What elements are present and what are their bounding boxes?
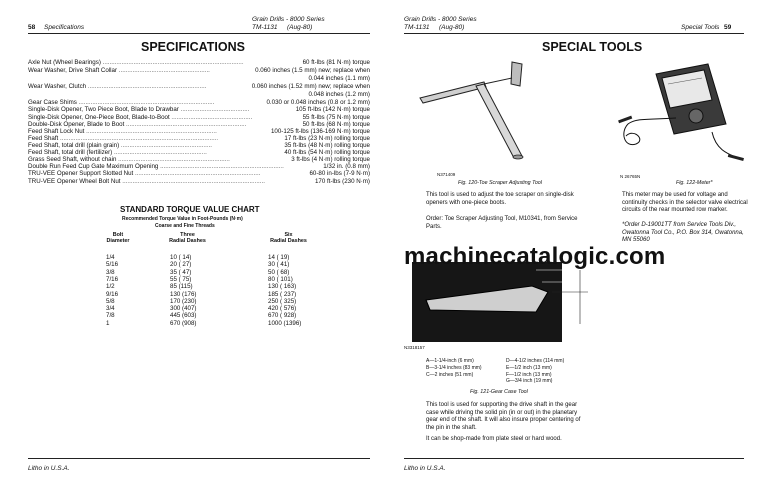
leader-dots: ..................................................... — [119, 142, 212, 149]
spec-value: 0.060 inches (1.52 mm) new; replace when — [251, 83, 370, 90]
spec-value: 0.060 inches (1.5 mm) new; replace when — [255, 67, 370, 74]
spec-value: 50 ft-lbs (68 N·m) torque — [302, 121, 370, 128]
spec-row — [28, 59, 370, 66]
torque-cell-six: 250 ( 325) — [268, 297, 297, 305]
leader-dots: ............................................... — [169, 114, 253, 121]
spec-value: 0.048 inches (1.2 mm) — [308, 91, 370, 98]
fig120-caption: Fig. 120-Toe Scraper Adjusting Tool — [458, 180, 542, 186]
leader-dots: ...................................................................... — [124, 121, 247, 128]
torque-cell-three: 130 (176) — [170, 290, 197, 298]
spec-value: 60-80 in-lbs (7-9 N·m) — [309, 170, 370, 177]
header-doc: TM-1131 — [404, 24, 430, 31]
spec-row — [28, 67, 370, 74]
spec-label: Feed Shaft — [28, 135, 59, 142]
fig120-code: N371409 — [437, 172, 456, 177]
spec-label: Axle Nut (Wheel Bearings) — [28, 59, 101, 66]
spec-label: Wear Washer, Drive Shaft Collar — [28, 67, 118, 74]
footer-text: Litho in U.S.A. — [404, 465, 446, 472]
torque-cell-six: 30 ( 41) — [268, 261, 290, 269]
spec-label: Single-Disk Opener, One-Piece Boot, Blade-to-Boot — [28, 114, 170, 121]
header-date: (Aug-80) — [287, 24, 313, 31]
torque-cell-three: 170 (230) — [170, 297, 197, 305]
dimension-item: B—3-1/4 inches (83 mm) — [426, 364, 482, 371]
leader-dots: ........................................ — [178, 106, 250, 113]
torque-cell-six: 1000 (1396) — [268, 319, 302, 327]
header-section: Special Tools — [681, 24, 720, 31]
dimension-item: E—1/2 inch (13 mm) — [506, 364, 552, 371]
spec-row — [28, 135, 370, 142]
leader-dots: ..................................................... — [117, 67, 210, 74]
leader-dots: ............................................................................................ — [58, 135, 219, 142]
dimension-item: F—1/2 inch (13 mm) — [506, 371, 552, 378]
leader-dots: ........................................................................ — [158, 163, 284, 170]
spec-value: 0.030 or 0.048 inches (0.8 or 1.2 mm) — [266, 99, 370, 106]
dimension-item: C—2 inches (51 mm) — [426, 371, 474, 378]
spec-label: Double-Disk Opener, Blade to Boot — [28, 121, 125, 128]
spec-row — [28, 149, 370, 156]
torque-cell-bolt: 3/4 — [106, 305, 115, 313]
col-header-six: Six Radial Dashes — [270, 232, 307, 244]
torque-cell-bolt: 1/4 — [106, 254, 115, 261]
spec-label: Wear Washer, Clutch — [28, 83, 87, 90]
torque-cell-six: 50 ( 68) — [268, 268, 290, 276]
spec-row — [28, 106, 370, 113]
footer-rule — [404, 458, 744, 459]
footer-rule — [28, 458, 370, 459]
torque-cell-six: 420 ( 576) — [268, 305, 297, 313]
dimensions-right — [506, 358, 564, 385]
gear-case-tool-illustration — [412, 262, 592, 342]
torque-cell-bolt: 1/2 — [106, 283, 115, 291]
spec-label: TRU-VEE Opener Wheel Bolt Nut — [28, 178, 121, 185]
fig122-code: N 26765N — [620, 174, 641, 179]
spec-label: Single-Disk Opener, Two Piece Boot, Blade to Drawbar — [28, 106, 179, 113]
fig121-shop-made: It can be shop-made from plate steel or hard wood. — [426, 436, 562, 442]
torque-cell-six: 80 ( 101) — [268, 275, 293, 283]
header-series: Grain Drills - 8000 Series — [252, 16, 325, 23]
torque-cell-six: 14 ( 19) — [268, 254, 290, 261]
spec-row — [28, 83, 370, 90]
torque-cell-bolt: 3/8 — [106, 268, 115, 276]
spec-value: 105 ft-lbs (142 N·m) torque — [295, 106, 370, 113]
spec-label: Feed Shaft, total drill (plain grain) — [28, 142, 120, 149]
leader-dots: ......................................................................... — [133, 170, 261, 177]
page-title: SPECIAL TOOLS — [542, 40, 643, 54]
leader-dots: ................................................................. — [116, 156, 230, 163]
spec-label: Gear Case Shims — [28, 99, 77, 106]
spec-label: Grass Seed Shaft, without chain — [28, 156, 117, 163]
spec-value: 60 ft-lbs (81 N·m) torque — [302, 59, 370, 66]
leader-dots: ............................................................................ — [84, 128, 217, 135]
watermark: machinecatalogic.com — [404, 243, 666, 270]
fig120-order: Order: Toe Scraper Adjusting Tool, M10341, from Service Parts. — [426, 216, 578, 230]
spec-row — [28, 114, 370, 121]
fig121-text: This tool is used for supporting the drive shaft in the gear case while driving the solid pin (in or out) in the planetary gear end of the shaft. It will also insure proper centering of the pin in the shaft. — [426, 402, 581, 431]
spec-row — [28, 121, 370, 128]
spec-label: Double Run Feed Cup Gate Maximum Opening — [28, 163, 159, 170]
header-rule — [28, 33, 370, 34]
fig121-code: N3318157 — [404, 345, 425, 350]
header-doc: TM-1131 — [252, 24, 278, 31]
spec-value: 40 ft-lbs (54 N·m) rolling torque — [284, 149, 370, 156]
dimension-item: G—3/4 inch (19 mm) — [506, 378, 553, 385]
fig122-order: *Order D-19001TT from Service Tools Div., Owatonna Tool Co., P.O. Box 314, Owatonna, MN 55060 — [622, 222, 744, 244]
torque-cell-three: 55 ( 75) — [170, 275, 192, 283]
torque-cell-three: 445 (603) — [170, 312, 197, 320]
header-series: Grain Drills - 8000 Series — [404, 16, 477, 23]
torque-cell-bolt: 9/16 — [106, 290, 119, 298]
meter-illustration — [616, 58, 746, 168]
toe-scraper-tool-illustration — [414, 60, 574, 170]
chart-title: STANDARD TORQUE VALUE CHART — [120, 205, 260, 214]
dimension-item: A—1-1/4-inch (6 mm) — [426, 358, 474, 364]
spec-label: Feed Shaft Lock Nut — [28, 128, 85, 135]
page-number: 58 — [28, 24, 36, 31]
spec-value: 35 ft-lbs (48 N·m) rolling torque — [284, 142, 370, 149]
spec-value: 55 ft-lbs (75 N·m) torque — [302, 114, 370, 121]
torque-cell-three: 10 ( 14) — [170, 254, 192, 261]
spec-label: TRU-VEE Opener Support Slotted Nut — [28, 170, 134, 177]
fig122-text: This meter may be used for voltage and continuity checks in the selector valve electrical circuits of the rear mounted row marker. — [622, 192, 748, 214]
spec-value: 170 ft-lbs (230 N·m) — [314, 178, 370, 185]
page-title: SPECIFICATIONS — [141, 40, 245, 54]
col-header-three: Three Radial Dashes — [169, 232, 206, 244]
torque-cell-six: 130 ( 163) — [268, 283, 297, 291]
spec-value: 1/32 in. (0.8 mm) — [323, 163, 370, 170]
spec-row — [28, 142, 370, 149]
header-date: (Aug-80) — [439, 24, 465, 31]
col-header-bolt: Bolt Diameter — [106, 232, 130, 244]
footer-text: Litho in U.S.A. — [28, 465, 70, 472]
torque-cell-bolt: 1 — [106, 319, 110, 327]
dimension-item: D—4-1/2 inches (114 mm) — [506, 358, 565, 364]
torque-cell-six: 670 ( 928) — [268, 312, 297, 320]
torque-cell-three: 20 ( 27) — [170, 261, 192, 269]
chart-subtitle: Recommended Torque Value in Foot-Pounds (N·m) — [122, 216, 243, 222]
torque-cell-three: 670 (908) — [170, 319, 197, 327]
header-section: Specifications — [44, 24, 85, 31]
dimensions-left — [426, 358, 482, 378]
spec-value: 3 ft-lbs (4 N·m) rolling torque — [291, 156, 370, 163]
fig120-text: This tool is used to adjust the toe scraper on single-disk openers with one-piece boots. — [426, 192, 574, 206]
torque-cell-three: 85 (115) — [170, 283, 193, 291]
torque-cell-bolt: 5/8 — [106, 297, 115, 305]
spec-value: 0.044 inches (1.1 mm) — [308, 75, 370, 82]
fig122-caption: Fig. 122-Meter* — [676, 180, 713, 186]
leader-dots: ................................................................................... — [120, 178, 265, 185]
leader-dots: .................................................................................. — [100, 59, 244, 66]
page-number: 59 — [724, 24, 732, 31]
spec-row — [28, 128, 370, 135]
spec-row — [28, 170, 370, 177]
spec-value: 17 ft-lbs (23 N·m) rolling torque — [284, 135, 370, 142]
spec-row — [28, 163, 370, 170]
torque-cell-three: 300 (407) — [170, 305, 197, 313]
header-rule — [404, 33, 744, 34]
torque-cell-bolt: 5/16 — [106, 261, 119, 269]
fig121-caption: Fig. 121-Gear Case Tool — [470, 389, 528, 395]
spec-row — [28, 99, 370, 106]
chart-subtitle-2: Coarse and Fine Threads — [155, 223, 215, 229]
torque-cell-bolt: 7/16 — [106, 275, 119, 283]
torque-cell-six: 185 ( 237) — [268, 290, 297, 298]
torque-cell-three: 35 ( 47) — [170, 268, 192, 276]
leader-dots: ............................................................................... — [76, 99, 215, 106]
leader-dots: ...................................................... — [112, 149, 207, 156]
spec-row — [28, 156, 370, 163]
spec-value: 100-125 ft-lbs (136-169 N·m) torque — [270, 128, 370, 135]
spec-label: Feed Shaft, total drill (fertilizer) — [28, 149, 113, 156]
leader-dots: ..................................................................... — [86, 83, 207, 90]
torque-cell-bolt: 7/8 — [106, 312, 115, 320]
spec-row — [28, 178, 370, 185]
